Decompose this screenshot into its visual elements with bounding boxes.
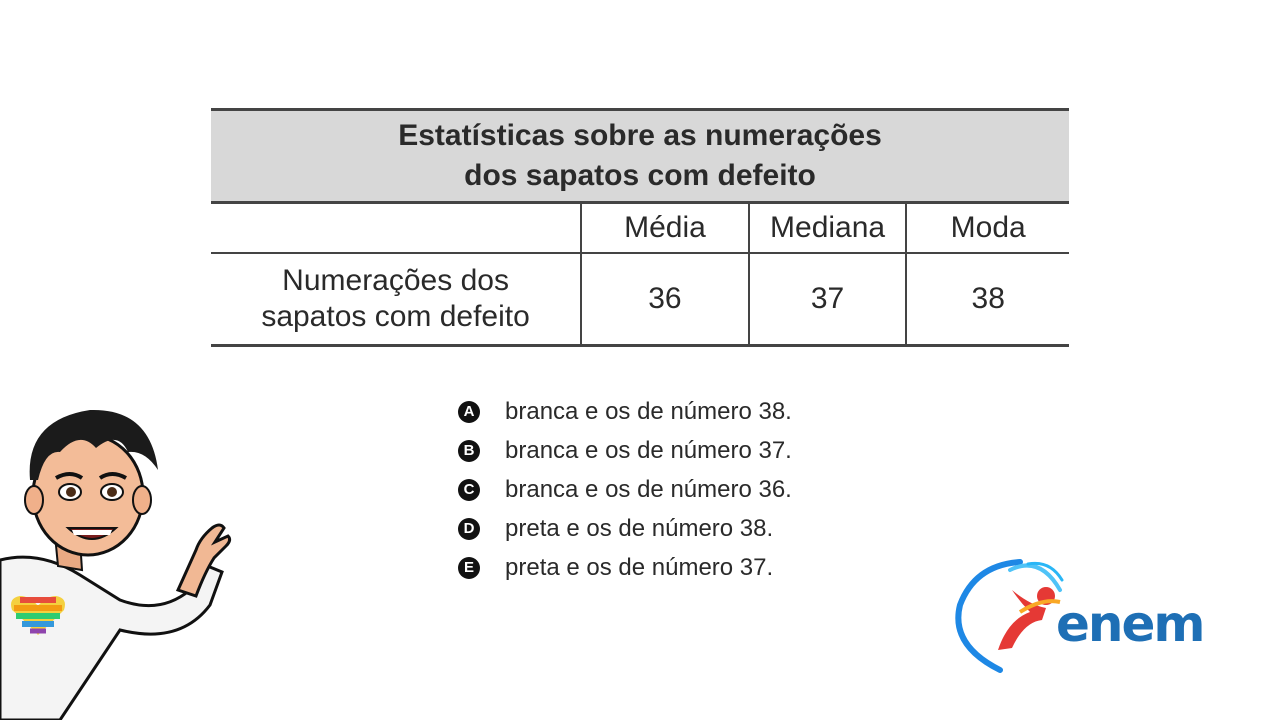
option-b-text: branca e os de número 37.: [505, 436, 792, 464]
option-e[interactable]: [458, 548, 792, 587]
enem-logo-text: enem: [1056, 595, 1204, 653]
header-empty-cell: [211, 204, 580, 252]
option-a-badge: A: [458, 401, 480, 423]
option-d-text: preta e os de número 38.: [505, 514, 774, 542]
option-d-badge: D: [458, 518, 480, 540]
header-mediana: Mediana: [748, 204, 906, 252]
table-title-line2: dos sapatos com defeito: [464, 159, 816, 192]
option-b-badge: B: [458, 440, 480, 462]
table-header-row: [211, 204, 1069, 254]
option-e-badge: E: [458, 557, 480, 579]
option-c-text: branca e os de número 36.: [505, 475, 792, 503]
row-label: [211, 254, 580, 344]
value-mediana: 37: [748, 254, 906, 344]
value-media: 36: [580, 254, 748, 344]
header-moda: Moda: [905, 204, 1069, 252]
table-title-line1: Estatísticas sobre as numerações: [398, 119, 882, 152]
value-moda: 38: [905, 254, 1069, 344]
statistics-table: [211, 108, 1069, 347]
option-a-text: branca e os de número 38.: [505, 397, 792, 425]
row-label-line2: sapatos com defeito: [261, 300, 530, 333]
answer-options: [458, 392, 792, 587]
row-label-line1: Numerações dos: [282, 264, 509, 297]
header-media: Média: [580, 204, 748, 252]
option-b[interactable]: [458, 431, 792, 470]
avatar: [0, 400, 240, 720]
table-row: [211, 254, 1069, 344]
option-a[interactable]: [458, 392, 792, 431]
option-c[interactable]: [458, 470, 792, 509]
table-title: [211, 111, 1069, 204]
option-c-badge: C: [458, 479, 480, 501]
option-e-text: preta e os de número 37.: [505, 553, 774, 581]
option-d[interactable]: [458, 509, 792, 548]
